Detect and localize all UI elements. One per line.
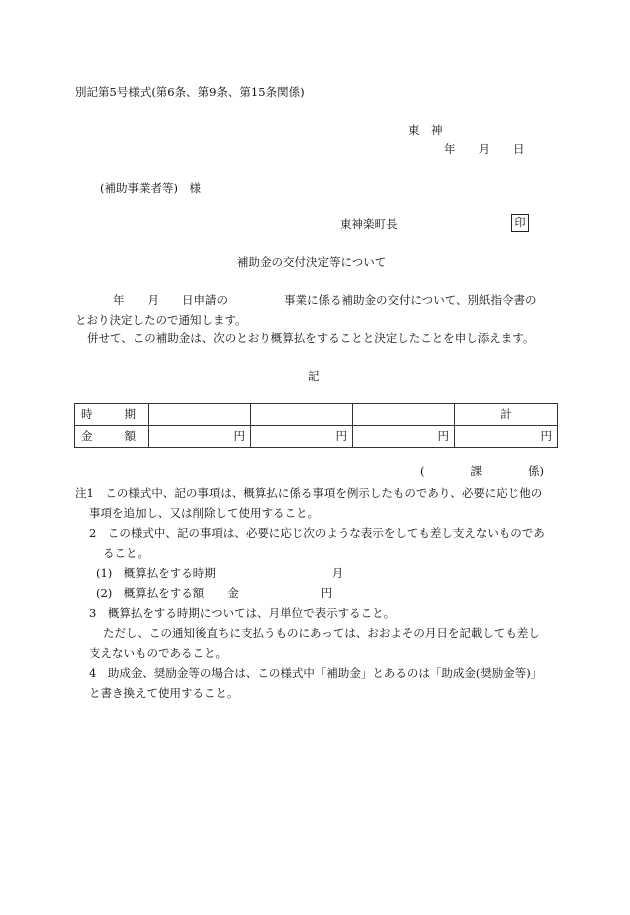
- reference-number: 東 神: [408, 123, 443, 137]
- note-3-line-1: 3 概算払をする時期については、月単位で表示すること。: [89, 606, 396, 620]
- sender-name: 東神楽町長: [340, 217, 398, 231]
- document-title: 補助金の交付決定等について: [237, 255, 387, 269]
- ki-heading: 記: [308, 369, 320, 383]
- body-decision-phrase: とおり決定したので通知します。: [75, 313, 247, 327]
- period-cell-2: [251, 404, 353, 426]
- note-4-line-1: 4 助成金、奨励金等の場合は、この様式中「補助金」とあるのは「助成金(奨励金等)」: [89, 666, 543, 680]
- note-3-line-2: ただし、この通知後直ちに支払うものにあっては、おおよその月日を記載しても差し: [103, 626, 540, 640]
- note-2-line-1: 2 この様式中、記の事項は、必要に応じ次のような表示をしても差し支えないものであ: [89, 526, 545, 540]
- note-2-line-2: ること。: [103, 546, 149, 560]
- table-row-amount: [75, 426, 558, 448]
- amount-cell-3: 円: [353, 426, 455, 448]
- period-cell-3: [353, 404, 455, 426]
- note-2-item-1-unit: 月: [331, 566, 344, 580]
- note-2-item-2-label: (2) 概算払をする額 金: [96, 586, 239, 600]
- table-row-period: [75, 404, 558, 426]
- note-1-line-1: 注1 この様式中、記の事項は、概算払に係る事項を例示したものであり、必要に応じ他の: [75, 486, 543, 500]
- amount-label: 金 額: [75, 426, 149, 448]
- body-paragraph-1: [75, 292, 557, 332]
- addressee: (補助事業者等) 様: [100, 181, 201, 195]
- note-1-line-2: 事項を追加し、又は削除して使用すること。: [89, 506, 319, 520]
- note-2-item-1-label: (1) 概算払をする時期: [96, 566, 216, 580]
- amount-cell-1: 円: [149, 426, 251, 448]
- period-label: 時 期: [75, 404, 149, 426]
- body-date-phrase: 年 月 日申請の: [113, 293, 228, 307]
- department-line: ( 課 係): [420, 464, 544, 478]
- body-paragraph-2: 併せて、この補助金は、次のとおり概算払をすることと決定したことを申し添えます。: [87, 331, 535, 345]
- form-number: 別記第5号様式(第6条、第9条、第15条関係): [75, 85, 305, 99]
- note-4-line-2: と書き換えて使用すること。: [89, 686, 239, 700]
- notes-section: [75, 485, 565, 705]
- seal-mark: 印: [511, 214, 529, 232]
- note-2-item-2: [75, 585, 565, 605]
- period-cell-1: [149, 404, 251, 426]
- payment-schedule-table: [74, 403, 558, 448]
- note-2-item-2-unit: 円: [320, 586, 333, 600]
- body-project-phrase: 事業に係る補助金の交付について、別紙指令書の: [284, 293, 537, 307]
- amount-total-cell: 円: [455, 426, 558, 448]
- date-line: 年 月 日: [444, 142, 525, 156]
- total-label: 計: [455, 404, 558, 426]
- amount-cell-2: 円: [251, 426, 353, 448]
- note-3-line-3: 支えないものであること。: [89, 646, 227, 660]
- note-2-item-1: [75, 565, 565, 585]
